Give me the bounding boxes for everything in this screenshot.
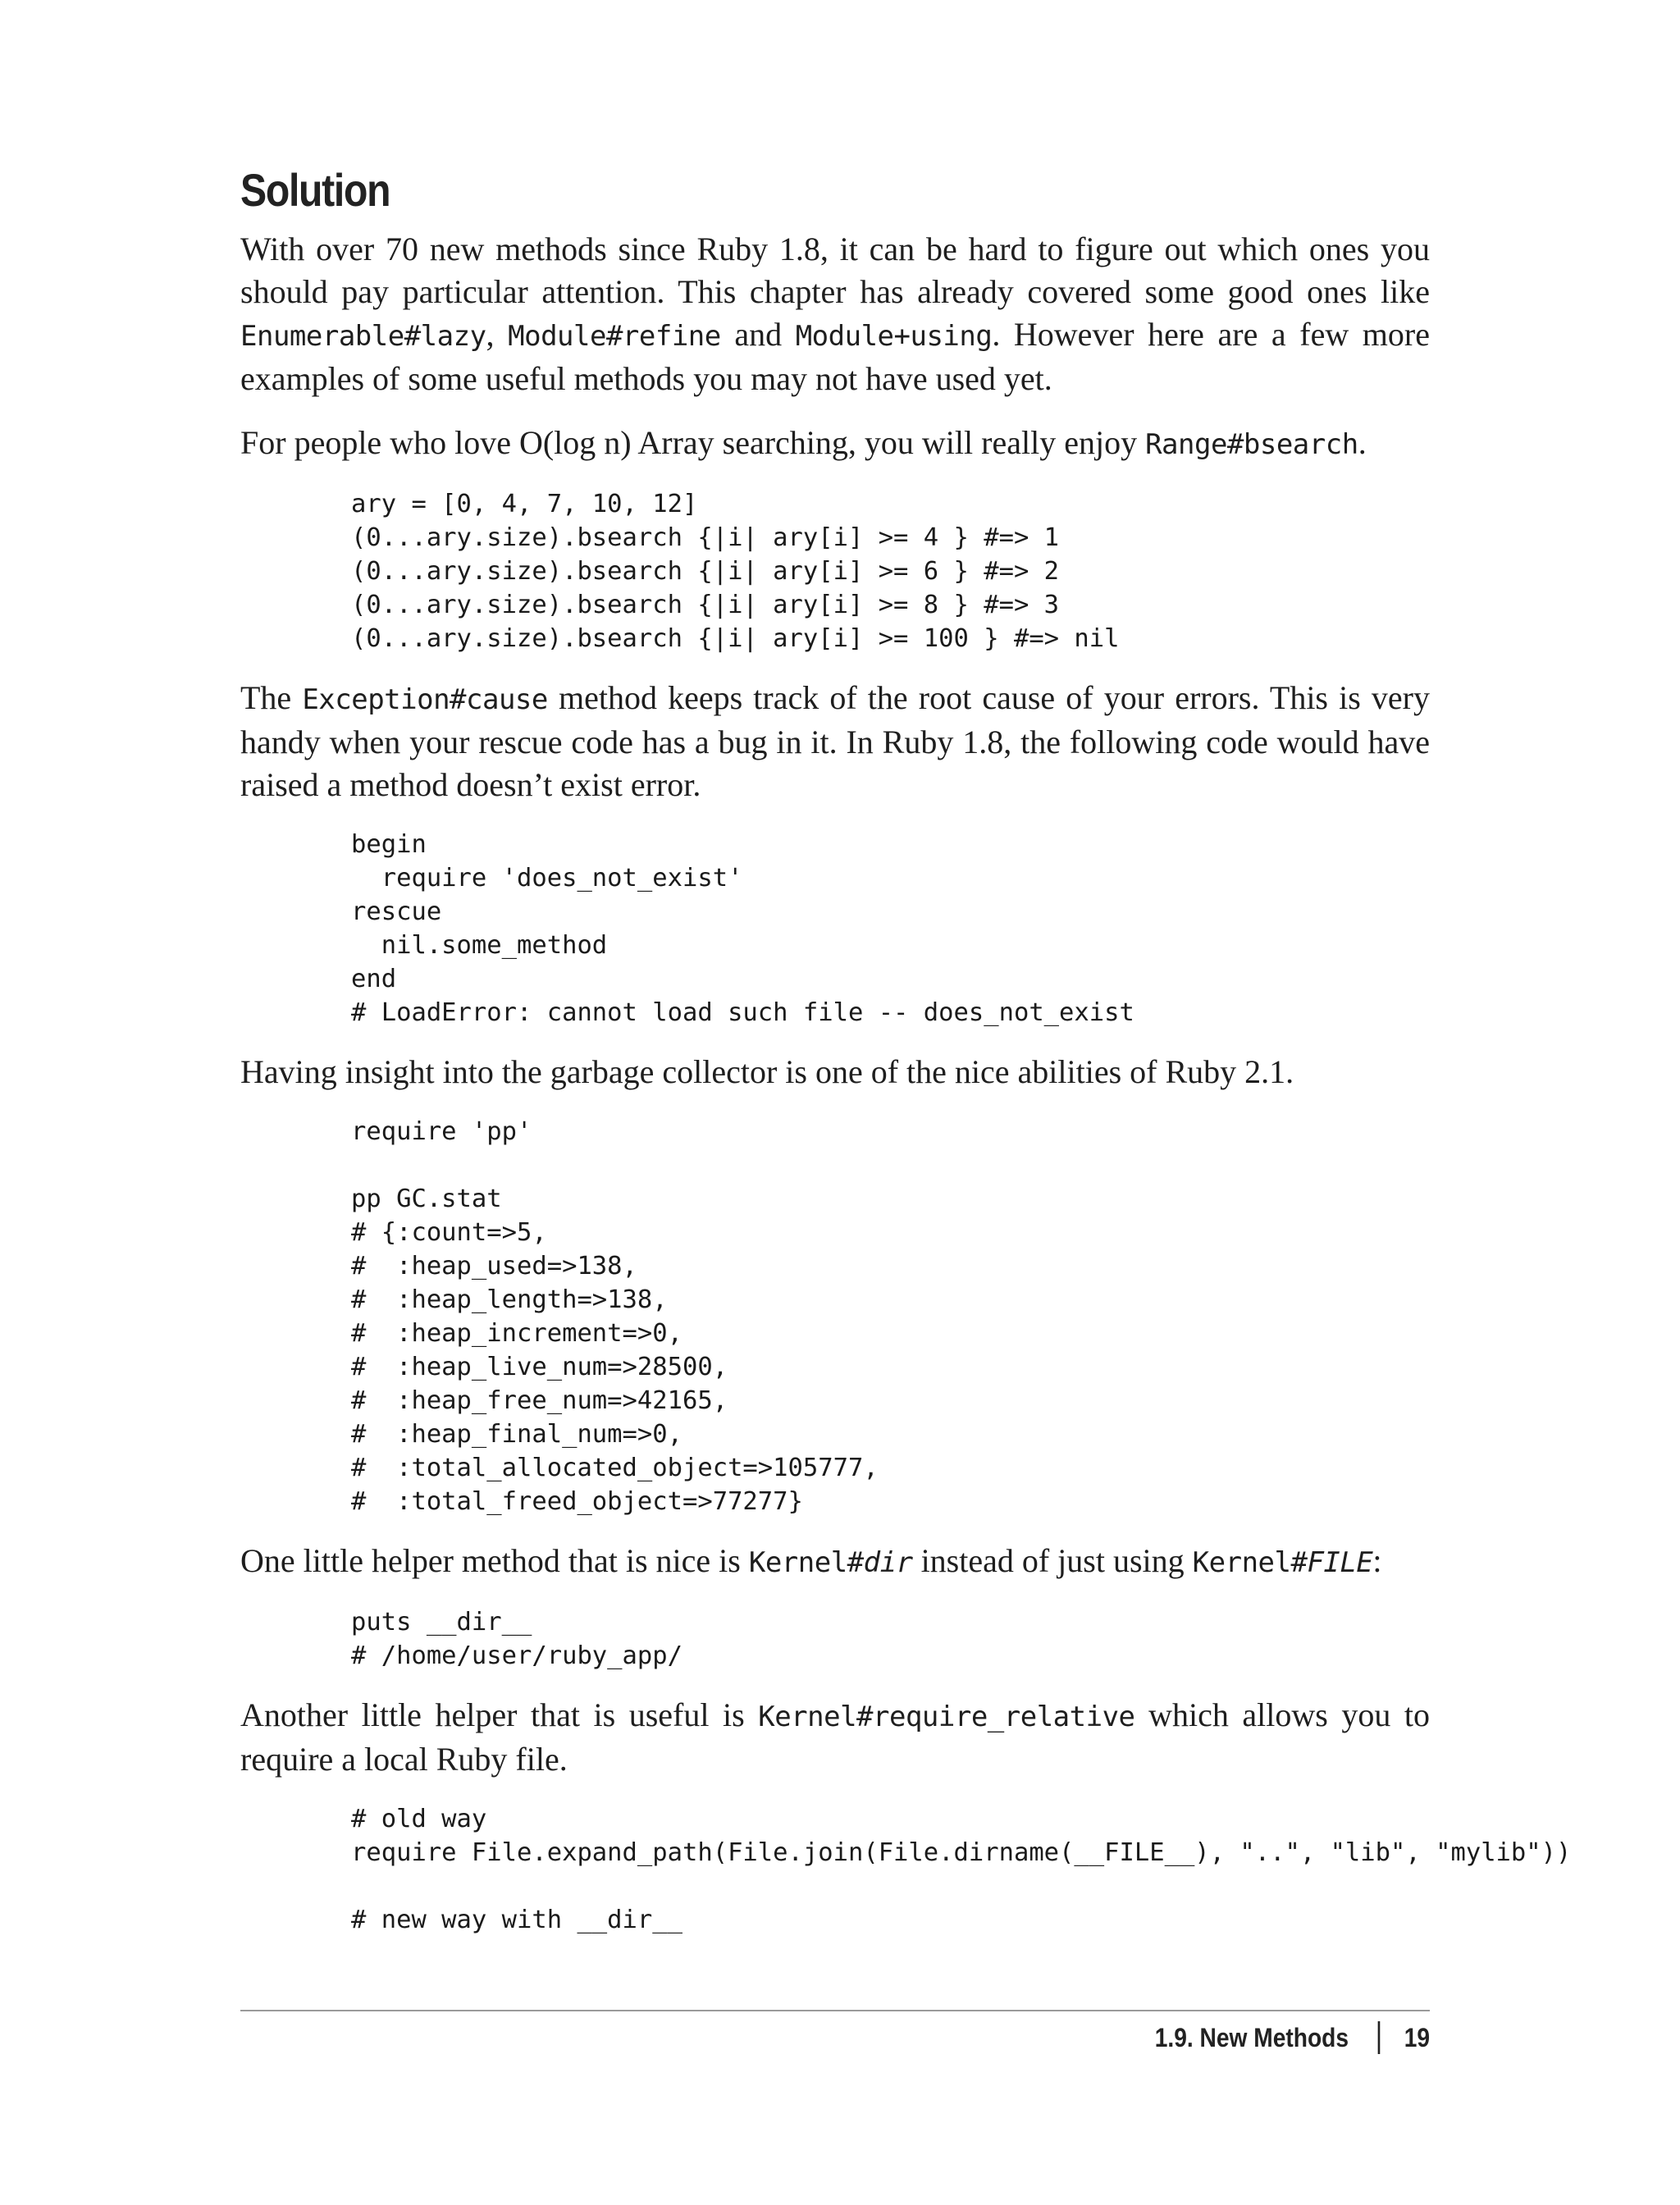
- page-content: [240, 164, 1572, 1958]
- page-footer: [1155, 2021, 1430, 2054]
- text: method keeps track of the root cause of your errors. This is very handy when your rescue code has a bug in it. In Ruby 1.8, the following code would have raised a method doesn’t exist error.: [240, 679, 1430, 804]
- inline-code: Module+using: [795, 320, 993, 354]
- require-relative-paragraph: [240, 1694, 1430, 1781]
- section-heading: Solution: [240, 164, 390, 216]
- inline-code: Range#bsearch: [1145, 428, 1358, 462]
- text: One little helper method that is nice is: [240, 1542, 749, 1580]
- code-block-require: # old way require File.expand_path(File.join(File.dirname(__FILE__), "..", "lib", "mylib")) # new way with __dir__: [351, 1805, 1572, 1935]
- inline-code: Kernel#require_relative: [758, 1701, 1135, 1734]
- text: With over 70 new methods since Ruby 1.8, it can be hard to figure out which ones you should pay particular attention. This chapter has already covered some good ones like: [240, 231, 1430, 311]
- text: :: [1372, 1542, 1382, 1580]
- text: ,: [486, 316, 509, 354]
- text: instead of just using: [912, 1542, 1193, 1580]
- inline-code: Enumerable#lazy: [240, 320, 486, 354]
- dir-paragraph: [240, 1540, 1430, 1584]
- text: Another little helper that is useful is: [240, 1696, 759, 1734]
- code-part-italic: FILE: [1307, 1546, 1373, 1580]
- inline-code: Module#refine: [508, 320, 721, 354]
- footer-rule: [240, 2010, 1430, 2011]
- code-part-italic: dir: [863, 1546, 913, 1580]
- text: which allows you to require a local Ruby file.: [240, 1696, 1430, 1778]
- text: The: [240, 679, 303, 717]
- footer-separator: [1377, 2021, 1380, 2054]
- bsearch-paragraph: [240, 422, 1430, 466]
- code-block-gc-stat: require 'pp' pp GC.stat # {:count=>5, # :heap_used=>138, # :heap_length=>138, # :heap_increment=>0, # :heap_live_num=>28500, # :heap_free_num=>42165, # :heap_final_num=>0, # :total_allocated_object=>105777, # :total_freed_object=>77277}: [351, 1117, 879, 1517]
- text: and: [720, 316, 796, 354]
- code-block-dir: puts __dir__ # /home/user/ruby_app/: [351, 1608, 682, 1671]
- code-block-bsearch: ary = [0, 4, 7, 10, 12] (0...ary.size).bsearch {|i| ary[i] >= 4 } #=> 1 (0...ary.size).bsearch {|i| ary[i] >= 6 } #=> 2 (0...ary.size).bsearch {|i| ary[i] >= 8 } #=> 3 (0...ary.size).bsearch {|i| ary[i] >= 100 } #=> nil: [351, 490, 1120, 654]
- footer-section-title: 1.9. New Methods: [1154, 2022, 1349, 2052]
- inline-code: [749, 1546, 913, 1579]
- exception-cause-paragraph: [240, 677, 1430, 806]
- page-number: 19: [1404, 2022, 1430, 2052]
- code-block-exception: begin require 'does_not_exist' rescue nil.some_method end # LoadError: cannot load such file -- does_not_exist: [351, 830, 1134, 1028]
- gc-paragraph: Having insight into the garbage collector is one of the nice abilities of Ruby 2.1.: [240, 1053, 1294, 1091]
- code-part: Kernel#: [1192, 1546, 1308, 1580]
- intro-paragraph: [240, 228, 1430, 400]
- text: . However here are a few more examples of some useful methods you may not have used yet.: [240, 316, 1430, 398]
- inline-code: [1193, 1546, 1373, 1579]
- code-part: Kernel#: [748, 1546, 864, 1580]
- text: For people who love O(log n) Array searching, you will really enjoy: [240, 424, 1146, 462]
- text: .: [1358, 424, 1367, 462]
- inline-code: Exception#cause: [302, 683, 548, 717]
